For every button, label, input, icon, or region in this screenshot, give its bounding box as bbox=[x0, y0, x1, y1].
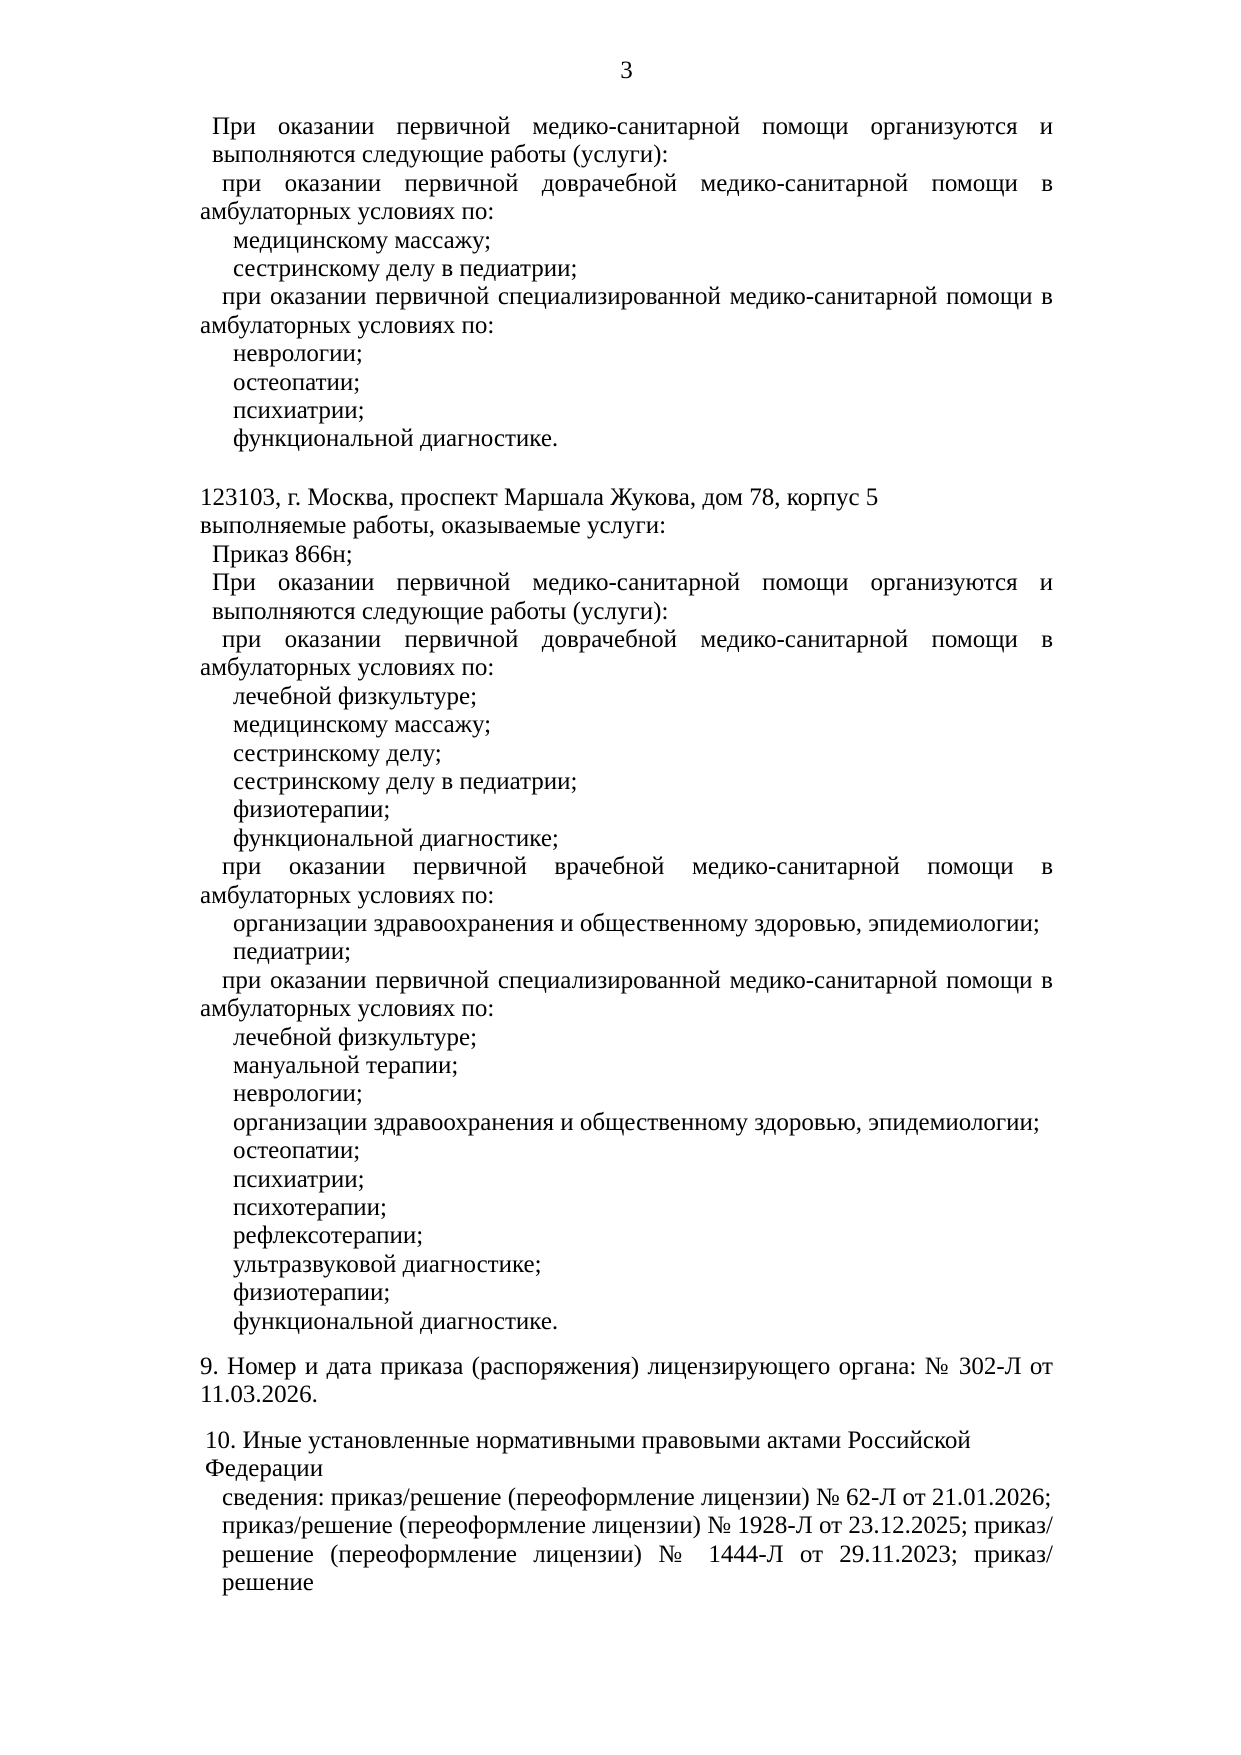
paragraph: при оказании первичной доврачебной медико-санитарной помощи в амбулаторных условиях по: bbox=[200, 625, 1053, 682]
list-item: лечебной физкультуре; bbox=[233, 682, 478, 710]
list-item: сестринскому делу в педиатрии; bbox=[233, 255, 578, 283]
list-item: сестринскому делу в педиатрии; bbox=[233, 767, 578, 795]
spacer bbox=[200, 1410, 1053, 1427]
numbered-item-9: 9. Номер и дата приказа (распоряжения) лицензирующего органа: № 302-Л от 11.03.2026. bbox=[200, 1353, 1053, 1409]
list-item: психиатрии; bbox=[233, 397, 365, 425]
list-item: рефлексотерапии; bbox=[233, 1222, 424, 1250]
paragraph: при оказании первичной специализированной медико-санитарной помощи в амбулаторных условиях по: bbox=[200, 283, 1053, 339]
numbered-item-10: 10. Иные установленные нормативными правовыми актами Российской Федерации bbox=[205, 1426, 971, 1483]
list-item: функциональной диагностике. bbox=[233, 1307, 559, 1335]
list-item: организации здравоохранения и общественному здоровью, эпидемиологии; bbox=[233, 909, 1040, 937]
list-item: неврологии; bbox=[233, 1080, 363, 1108]
address-line: 123103, г. Москва, проспект Маршала Жукова, дом 78, корпус 5 bbox=[200, 483, 879, 511]
order-reference: Приказ 866н; bbox=[212, 540, 353, 568]
paragraph: При оказании первичной медико-санитарной помощи организуются и выполняются следующие работы (услуги): bbox=[212, 569, 1053, 625]
document-body bbox=[200, 113, 1053, 1597]
list-item: педиатрии; bbox=[233, 938, 352, 966]
list-item: медицинскому массажу; bbox=[233, 711, 492, 739]
list-item: психиатрии; bbox=[233, 1165, 365, 1193]
list-item: организации здравоохранения и общественному здоровью, эпидемиологии; bbox=[233, 1108, 1040, 1136]
list-item: ультразвуковой диагностике; bbox=[233, 1250, 542, 1278]
paragraph: при оказании первичной врачебной медико-санитарной помощи в амбулаторных условиях по: bbox=[200, 853, 1053, 909]
spacer bbox=[200, 454, 1053, 484]
list-item: функциональной диагностике; bbox=[233, 824, 559, 852]
numbered-item-10-continuation: сведения: приказ/решение (переоформление лицензии) № 62-Л от 21.01.2026; bbox=[222, 1483, 1052, 1511]
paragraph: при оказании первичной специализированной медико-санитарной помощи в амбулаторных условиях по: bbox=[200, 966, 1053, 1023]
numbered-item-10-continuation: приказ/решение (переоформление лицензии) № 1928-Л от 23.12.2025; приказ/решение (переоформление лицензии) № 1444-Л от 29.11.2023; приказ/решение bbox=[222, 1512, 1053, 1596]
list-item: остеопатии; bbox=[233, 368, 361, 396]
list-item: физиотерапии; bbox=[233, 1279, 391, 1307]
paragraph: при оказании первичной доврачебной медико-санитарной помощи в амбулаторных условиях по: bbox=[200, 169, 1053, 226]
paragraph: При оказании первичной медико-санитарной помощи организуются и выполняются следующие работы (услуги): bbox=[212, 113, 1053, 169]
list-item: функциональной диагностике. bbox=[233, 425, 559, 453]
list-item: психотерапии; bbox=[233, 1194, 387, 1222]
spacer bbox=[200, 1336, 1053, 1353]
list-item: сестринскому делу; bbox=[233, 739, 442, 767]
page-number: 3 bbox=[620, 57, 633, 84]
services-heading: выполняемые работы, оказываемые услуги: bbox=[200, 512, 667, 540]
list-item: остеопатии; bbox=[233, 1137, 361, 1165]
list-item: мануальной терапии; bbox=[233, 1052, 459, 1079]
list-item: медицинскому массажу; bbox=[233, 226, 492, 254]
list-item: физиотерапии; bbox=[233, 796, 391, 824]
list-item: неврологии; bbox=[233, 340, 363, 368]
list-item: лечебной физкультуре; bbox=[233, 1023, 478, 1051]
